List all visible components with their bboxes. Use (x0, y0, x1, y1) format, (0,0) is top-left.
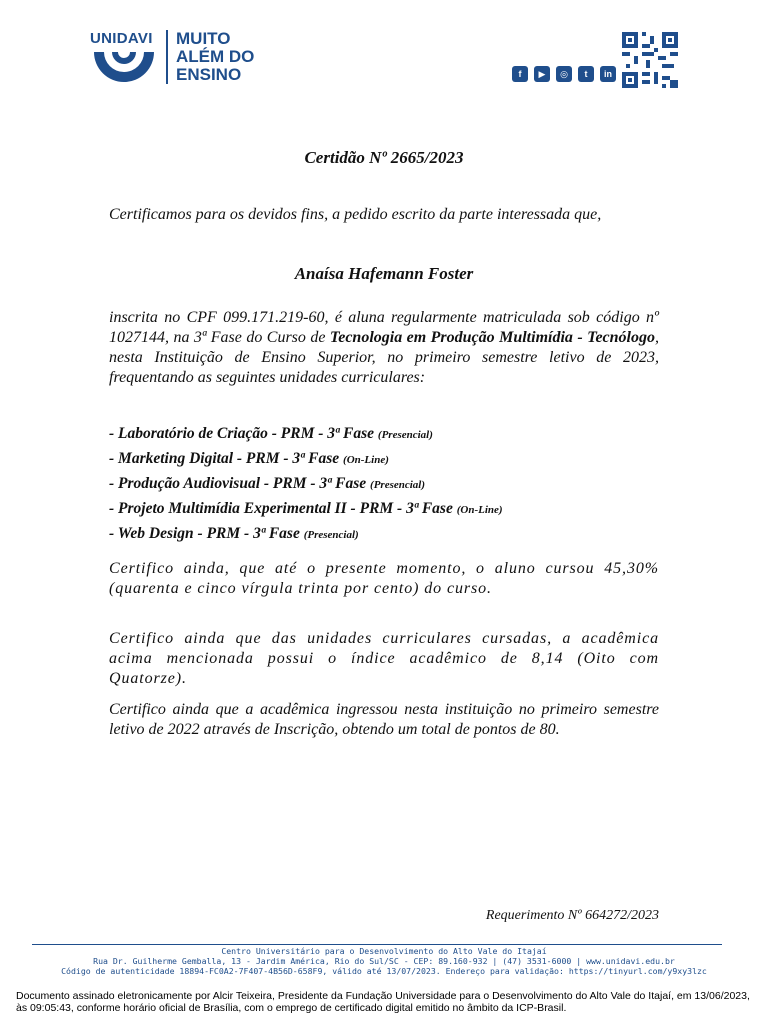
facebook-icon[interactable]: f (512, 66, 528, 82)
unidavi-logo (90, 30, 160, 86)
social-icons (512, 66, 616, 82)
logo-tagline (176, 30, 254, 84)
unit-label: - Marketing Digital - PRM - 3ª Fase (109, 450, 340, 467)
logo-wave-icon (92, 50, 156, 84)
instagram-icon[interactable]: ◎ (556, 66, 572, 82)
linkedin-icon[interactable]: in (600, 66, 616, 82)
list-item (109, 499, 669, 524)
footer-address: Rua Dr. Guilherme Gemballa, 13 - Jardim América, Rio do Sul/SC - CEP: 89.160-932 | (47) 3531-6000 | www.unidavi.edu.br (93, 956, 675, 966)
enrollment-text-2: , nesta Instituição de Ensino Superior, no primeiro semestre letivo de 2023, frequentando as seguintes unidades curriculares: (109, 329, 659, 386)
unit-mode: (Presencial) (303, 529, 359, 541)
list-item (109, 424, 669, 449)
signature-note: Documento assinado eletronicamente por Alcir Teixeira, Presidente da Fundação Universidade para o Desenvolvimento do Alto Vale do Itajaí, em 13/06/2023, às 09:05:43, conforme horário oficial de Brasília, com o emprego de certificado digital emitido no âmbito da ICP-Brasil. (16, 990, 750, 1014)
enrollment-paragraph (109, 308, 659, 388)
certificate-title: Certidão Nº 2665/2023 (304, 148, 464, 167)
unit-label: - Projeto Multimídia Experimental II - PRM - 3ª Fase (109, 500, 453, 517)
unit-label: - Laboratório de Criação - PRM - 3ª Fase (109, 425, 375, 442)
twitter-icon[interactable]: t (578, 66, 594, 82)
unit-mode: (Presencial) (377, 429, 433, 441)
unit-label: - Web Design - PRM - 3ª Fase (109, 525, 300, 542)
logo-divider (166, 30, 168, 84)
enrollment-text-1: inscrita no CPF 099.171.219-60, é aluna regularmente matriculada sob código nº 1027144, na 3ª Fase do Curso de (109, 309, 659, 346)
list-item (109, 474, 669, 499)
request-number: Requerimento Nº 664272/2023 (485, 908, 659, 923)
unit-mode: (Presencial) (370, 479, 426, 491)
footer-institution: Centro Universitário para o Desenvolvimento do Alto Vale do Itajaí (221, 946, 547, 956)
tagline-line-2: ALÉM DO (176, 47, 255, 66)
youtube-icon[interactable]: ▶ (534, 66, 550, 82)
unit-mode: (On-Line) (456, 504, 503, 516)
student-name: Anaísa Hafemann Foster (294, 264, 474, 283)
footer-divider (32, 944, 722, 945)
course-name: Tecnologia em Produção Multimídia - Tecnólogo (329, 329, 655, 346)
footer-authenticity: Código de autenticidade 18894-FC0A2-7F407-4B56D-658F9, válido até 13/07/2023. Endereço para validação: https://tinyurl.com/y9xy3lzc (61, 966, 707, 976)
intro-paragraph: Certificamos para os devidos fins, a pedido escrito da parte interessada que, (109, 206, 602, 223)
entry-paragraph: Certifico ainda que a acadêmica ingressou nesta instituição no primeiro semestre letivo de 2022 através de Inscrição, obtendo um total de pontos de 80. (109, 701, 659, 738)
tagline-line-1: MUITO (176, 29, 231, 48)
list-item (109, 449, 669, 474)
unit-mode: (On-Line) (343, 454, 389, 466)
unit-label: - Produção Audiovisual - PRM - 3ª Fase (109, 475, 367, 492)
qr-code-icon (622, 32, 678, 88)
academic-index-paragraph: Certifico ainda que das unidades curriculares cursadas, a acadêmica acima mencionada possui o índice acadêmico de 8,14 (Oito com Quatorze). (109, 630, 659, 687)
tagline-line-3: ENSINO (176, 65, 242, 84)
progress-paragraph: Certifico ainda, que até o presente momento, o aluno cursou 45,30% (quarenta e cinco vírgula trinta por cento) do curso. (109, 560, 659, 597)
curricular-units-list (109, 424, 669, 549)
brand-name: UNIDAVI (90, 30, 153, 47)
list-item (109, 524, 669, 549)
